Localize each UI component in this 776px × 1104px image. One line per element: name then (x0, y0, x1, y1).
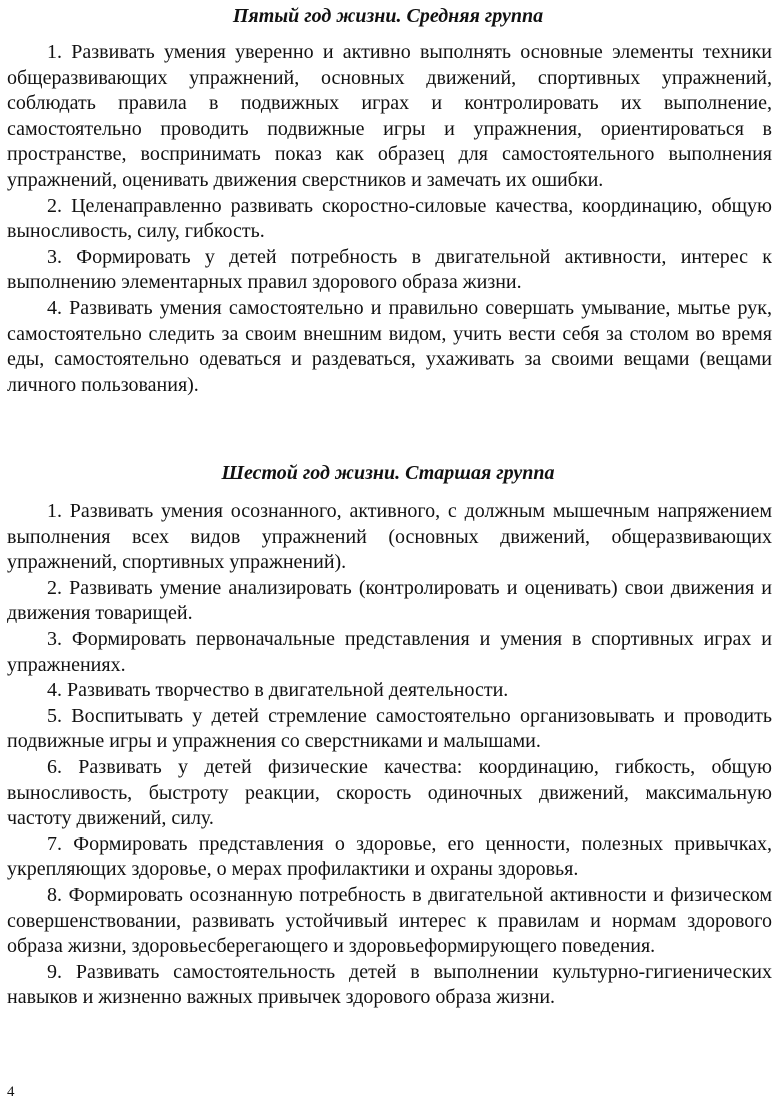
list-item: 3. Формировать у детей потребность в двигательной активности, интерес к выполнению элементарных правил здорового образа жизни. (7, 245, 772, 294)
list-item: 9. Развивать самостоятельность детей в выполнении культурно-гигиенических навыков и жизненно важных привычек здорового образа жизни. (7, 960, 772, 1009)
list-item: 1. Развивать умения уверенно и активно выполнять основные элементы техники общеразвивающих упражнений, основных движений, спортивных упражнений, соблюдать правила в подвижных играх и контролировать их выполнение, самостоятельно проводить подвижные игры и упражнения, ориентироваться в пространстве, воспринимать показ как образец для самостоятельного выполнения упражнений, оценивать движения сверстников и замечать их ошибки. (7, 41, 772, 191)
senior-group-items (7, 499, 772, 1011)
list-item: 2. Развивать умение анализировать (контролировать и оценивать) свои движения и движения товарищей. (7, 576, 772, 625)
list-item: 2. Целенаправленно развивать скоростно-силовые качества, координацию, общую выносливость, силу, гибкость. (7, 194, 772, 243)
list-item: 7. Формировать представления о здоровье, его ценности, полезных привычках, укрепляющих здоровье, о мерах профилактики и охраны здоровья. (7, 832, 772, 881)
list-item: 8. Формировать осознанную потребность в двигательной активности и физическом совершенствовании, развивать устойчивый интерес к правилам и нормам здорового образа жизни, здоровьесберегающего и здоровьеформирующего поведения. (7, 883, 772, 958)
list-item: 3. Формировать первоначальные представления и умения в спортивных играх и упражнениях. (7, 627, 772, 676)
middle-group-items (7, 40, 772, 398)
list-item: 4. Развивать умения самостоятельно и правильно совершать умывание, мытье рук, самостоятельно следить за своим внешним видом, учить вести себя за столом во время еды, самостоятельно одеваться и раздеваться, ухаживать за своими вещами (вещами личного пользования). (7, 296, 772, 396)
page-number: 4 (7, 1084, 15, 1100)
section-title-senior-group: Шестой год жизни. Старшая группа (221, 462, 555, 484)
list-item: 5. Воспитывать у детей стремление самостоятельно организовывать и проводить подвижные игры и упражнения со сверстниками и малышами. (7, 704, 772, 753)
list-item: 4. Развивать творчество в двигательной деятельности. (47, 679, 509, 702)
section-title-middle-group: Пятый год жизни. Средняя группа (232, 5, 544, 27)
list-item: 1. Развивать умения осознанного, активного, с должным мышечным напряжением выполнения всех видов упражнений (основных движений, общеразвивающих упражнений, спортивных упражнений). (7, 500, 772, 574)
list-item: 6. Развивать у детей физические качества: координацию, гибкость, общую выносливость, быстроту реакции, скорость одиночных движений, максимальную частоту движений, силу. (7, 755, 772, 830)
